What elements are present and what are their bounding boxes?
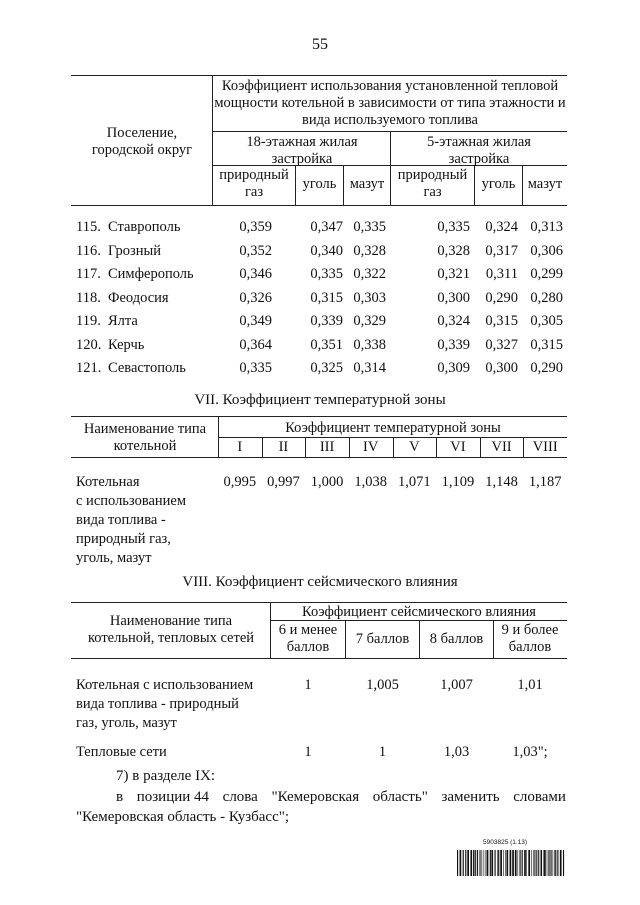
table1-sub-coal-1: уголь — [302, 176, 337, 192]
section7-row-label-line: вида топлива - — [76, 512, 166, 528]
row-value: 0,327 — [485, 336, 518, 353]
zone-header-5: V — [409, 439, 420, 455]
barcode-bar — [470, 850, 472, 876]
table1-header-coefficient: Коэффициент использования установленной тепловой мощности котельной в зависимости от типа этажности и вида используемого топлива — [214, 78, 566, 128]
row-value: 0,309 — [437, 360, 470, 376]
row-value: 0,300 — [485, 360, 518, 376]
row-value: 0,325 — [310, 360, 343, 376]
barcode-bar — [540, 850, 541, 876]
barcode-bar — [554, 850, 555, 876]
section8-row2-label: Тепловые сети — [76, 744, 167, 760]
barcode-bar — [531, 850, 532, 876]
section8-row1-val-6: 1 — [304, 677, 312, 693]
row-value: 0,339 — [437, 336, 470, 353]
zone-header-1: I — [237, 439, 243, 455]
section8-row1-val-8: 1,007 — [440, 677, 473, 693]
barcode-bar — [484, 850, 485, 876]
page-number: 55 — [312, 36, 328, 53]
barcode-bar — [475, 850, 476, 876]
barcode-bar — [482, 850, 483, 876]
row-value: 0,328 — [437, 242, 470, 259]
section7-header-coefficient: Коэффициент температурной зоны — [285, 420, 501, 436]
zone-header-4: IV — [363, 439, 379, 455]
section8-row1-val-7: 1,005 — [366, 677, 399, 693]
barcode-bar — [563, 850, 564, 876]
row-number: 117. — [76, 266, 101, 282]
barcode-bar — [557, 850, 558, 876]
section7-header-type-line2: котельной — [113, 438, 177, 454]
row-value: 0,299 — [530, 266, 563, 282]
barcode-bar — [486, 850, 487, 876]
barcode-bar — [490, 850, 491, 876]
replacement-word: область" — [372, 789, 428, 805]
row-value: 0,326 — [239, 289, 272, 306]
zone-value-4: 1,038 — [354, 474, 387, 490]
row-value: 0,280 — [530, 289, 563, 306]
row-value: 0,324 — [437, 313, 470, 329]
section8-row2-val-9: 1,03"; — [512, 744, 548, 760]
row-value: 0,317 — [485, 242, 518, 259]
barcode-bar — [512, 850, 514, 876]
barcode-bar — [460, 850, 462, 876]
barcode-bar — [549, 850, 550, 876]
table1-group-5-floor: 5-этажная жилая застройка — [427, 134, 531, 167]
barcode-bar — [541, 850, 542, 876]
barcode-bar — [555, 850, 556, 876]
zone-header-7: VII — [491, 439, 512, 455]
barcode-bar — [553, 850, 554, 876]
section8-header-type-line1: Наименование типа — [109, 613, 233, 629]
barcode-bar — [526, 850, 527, 876]
barcode-bar — [497, 850, 498, 876]
barcode-bar — [538, 850, 539, 876]
zone-header-8: VIII — [532, 439, 558, 455]
zone-value-2: 0,997 — [267, 474, 300, 490]
row-number: 120. — [76, 336, 102, 353]
zone-value-8: 1,187 — [528, 474, 562, 490]
barcode-bar — [520, 850, 521, 876]
barcode-bar — [480, 850, 481, 876]
zone-header-6: VI — [450, 439, 466, 455]
table1-sub-gas-1: природный газ — [219, 167, 289, 200]
row-value: 0,335 — [239, 360, 272, 376]
barcode-bar — [547, 850, 548, 876]
section7-row-label-line: природный газ, — [76, 531, 171, 547]
row-value: 0,290 — [530, 360, 563, 376]
row-value: 0,315 — [530, 336, 563, 353]
table1-sub-coal-2: уголь — [481, 176, 516, 192]
barcode-bar — [498, 850, 499, 876]
row-settlement-name: Керчь — [108, 336, 145, 353]
row-value: 0,315 — [310, 289, 343, 306]
row-value: 0,351 — [310, 336, 343, 353]
section8-row1-label-line3: газ, уголь, мазут — [76, 715, 177, 731]
row-value: 0,329 — [353, 313, 386, 329]
barcode-bar — [524, 850, 526, 876]
barcode-bar — [544, 850, 546, 876]
barcode-bar — [457, 850, 458, 876]
barcode-bar — [503, 850, 504, 876]
barcode-bar — [560, 850, 562, 876]
zone-value-3: 1,000 — [310, 474, 344, 490]
replacement-text: "Кемеровская область - Кузбасс"; — [76, 809, 290, 825]
replacement-word: позиции 44 — [136, 789, 210, 805]
barcode-bar — [491, 850, 493, 876]
row-value: 0,346 — [239, 266, 272, 282]
replacement-instruction-line — [116, 789, 566, 806]
barcode-bar — [463, 850, 464, 876]
barcode-bar — [495, 850, 496, 876]
section7-row-label-line: Котельная — [76, 474, 140, 490]
row-value: 0,335 — [437, 219, 470, 235]
zone-value-5: 1,071 — [398, 474, 431, 490]
item-7-text: 7) в разделе IX: — [116, 768, 216, 784]
row-number: 118. — [76, 289, 101, 306]
row-value: 0,315 — [485, 313, 518, 329]
barcode-label: 5903825 (1.13) — [483, 839, 528, 846]
section8-col-7: 7 баллов — [355, 631, 410, 647]
barcode-bar — [505, 850, 506, 876]
barcode-bar — [533, 850, 534, 876]
row-value: 0,322 — [353, 266, 386, 282]
row-value: 0,314 — [353, 360, 386, 376]
barcode-bar — [550, 850, 551, 876]
row-settlement-name: Грозный — [108, 242, 161, 259]
barcode-bar — [515, 850, 517, 876]
barcode-bar — [506, 850, 508, 876]
barcode-bar — [487, 850, 489, 876]
row-number: 116. — [76, 242, 101, 259]
zone-value-7: 1,148 — [485, 474, 518, 490]
section8-row2-val-6: 1 — [304, 744, 312, 760]
row-settlement-name: Севастополь — [108, 360, 186, 376]
table1-sub-oil-2: мазут — [527, 176, 563, 192]
row-number: 115. — [76, 219, 101, 235]
row-number: 119. — [76, 313, 101, 329]
replacement-word: "Кемеровская — [271, 789, 360, 805]
barcode-bar — [500, 850, 502, 876]
section8-col-9: 9 и более баллов — [501, 622, 559, 655]
section7-row-label-line: с использованием — [76, 493, 187, 509]
barcode-bar — [548, 850, 549, 876]
section8-header-type-line2: котельной, тепловых сетей — [87, 630, 255, 646]
row-value: 0,349 — [239, 313, 272, 329]
section8-col-6: 6 и менее баллов — [278, 622, 338, 655]
row-value: 0,300 — [437, 289, 470, 306]
barcode-bar — [510, 850, 512, 876]
barcode-bar — [477, 850, 478, 876]
section7-title: VII. Коэффициент температурной зоны — [194, 392, 446, 408]
row-value: 0,313 — [530, 219, 563, 235]
barcode-bar — [518, 850, 519, 876]
row-value: 0,321 — [437, 266, 470, 282]
barcode-bar — [522, 850, 523, 876]
row-value: 0,340 — [310, 242, 343, 259]
barcode-bar — [543, 850, 544, 876]
section8-header-coefficient: Коэффициент сейсмического влияния — [302, 604, 536, 620]
row-value: 0,364 — [239, 336, 272, 353]
row-value: 0,328 — [353, 242, 386, 259]
zone-value-1: 0,995 — [223, 474, 257, 490]
section8-row2-val-8: 1,03 — [443, 744, 470, 760]
barcode-bar — [536, 850, 537, 876]
row-value: 0,311 — [485, 266, 518, 282]
row-settlement-name: Симферополь — [108, 266, 194, 282]
section8-title: VIII. Коэффициент сейсмического влияния — [182, 574, 458, 590]
row-value: 0,324 — [485, 219, 518, 235]
table1-header-settlement: Поселение, городской округ — [91, 125, 193, 158]
replacement-word: заменить — [441, 789, 500, 805]
row-value: 0,335 — [353, 219, 386, 235]
section8-row2-val-7: 1 — [378, 744, 387, 760]
zone-header-2: II — [278, 439, 289, 455]
row-number: 121. — [76, 360, 102, 376]
section8-col-8: 8 баллов — [429, 631, 484, 647]
row-value: 0,303 — [353, 289, 386, 306]
barcode-image — [457, 850, 565, 876]
row-value: 0,305 — [530, 313, 563, 329]
section8-row1-label-line1: Котельная с использованием — [76, 677, 254, 693]
section8-row1-val-9: 1,01 — [517, 677, 543, 693]
barcode-bar — [465, 850, 466, 876]
table1-group-18-floor: 18-этажная жилая застройка — [246, 134, 358, 167]
barcode-bar — [528, 850, 530, 876]
replacement-word: словами — [513, 789, 566, 805]
row-value: 0,339 — [310, 313, 343, 329]
zone-value-6: 1,109 — [441, 474, 475, 490]
section7-header-type-line1: Наименование типа — [83, 421, 207, 437]
replacement-word: слова — [222, 789, 258, 805]
zone-header-3: III — [319, 439, 335, 455]
barcode-bar — [473, 850, 474, 876]
row-value: 0,335 — [310, 266, 343, 282]
row-settlement-name: Феодосия — [108, 289, 169, 306]
row-settlement-name: Ставрополь — [108, 219, 181, 235]
row-value: 0,306 — [530, 242, 563, 259]
row-value: 0,290 — [485, 289, 518, 306]
row-value: 0,352 — [239, 242, 272, 259]
section8-row1-label-line2: вида топлива - природный — [76, 696, 239, 712]
row-settlement-name: Ялта — [108, 313, 138, 329]
row-value: 0,338 — [353, 336, 386, 353]
section7-row-label-line: уголь, мазут — [76, 550, 152, 566]
table1-sub-gas-2: природный газ — [397, 167, 468, 200]
barcode-bar — [467, 850, 469, 876]
barcode-bar — [479, 850, 480, 876]
row-value: 0,359 — [239, 219, 272, 235]
replacement-word: в — [116, 789, 124, 805]
table1-sub-oil-1: мазут — [349, 176, 385, 192]
row-value: 0,347 — [310, 219, 343, 235]
